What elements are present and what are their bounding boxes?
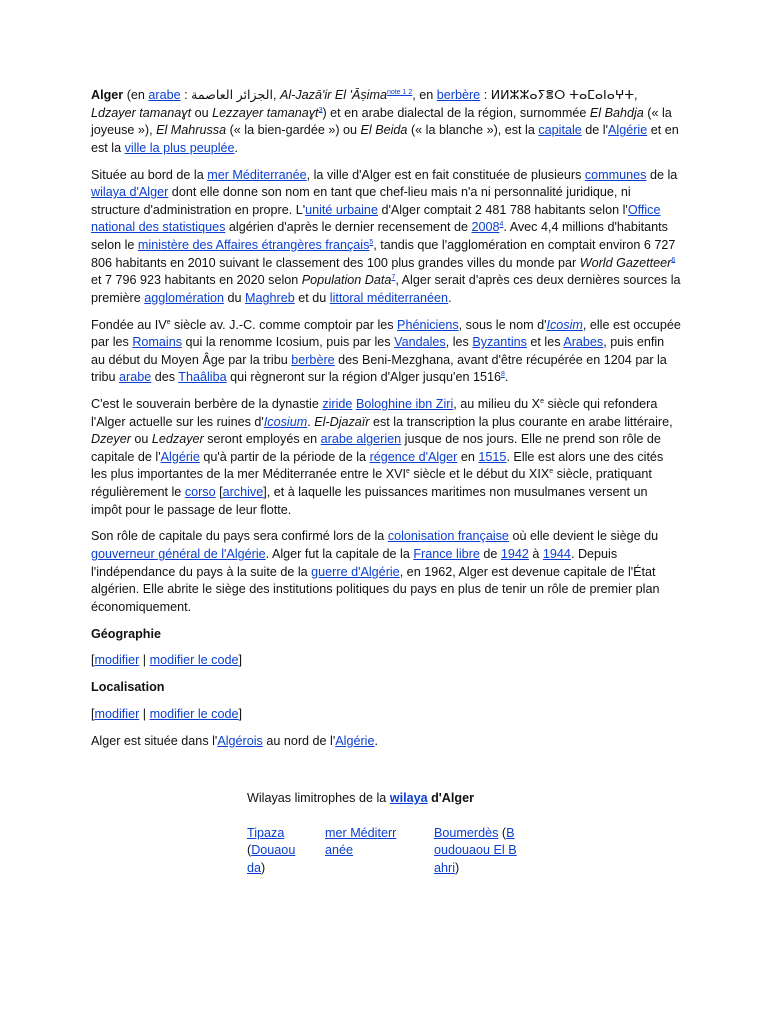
- link-littoral[interactable]: littoral méditerranéen: [329, 290, 449, 305]
- link-berbere[interactable]: berbère: [291, 352, 335, 367]
- link-douaouda[interactable]: Douaouda: [247, 843, 296, 875]
- heading-localisation: Localisation: [91, 680, 165, 695]
- article-subject: Alger: [91, 88, 124, 102]
- capital-paragraph: Son rôle de capitale du pays sera confirmé lors de la colonisation française où elle devient le siège du gouverneur général de l'Algérie. Alger fut la capitale de la France libre de 1942 à 1944. Depuis l'indépendance du pays à la suite de la guerre d'Algérie, en 1962, Alger est devenue capitale de l'État algérien. Elle abrite le siège des institutions politiques du pays en plus de tenir un rôle de premier plan économiquement.: [91, 529, 660, 614]
- link-1944[interactable]: 1944: [542, 547, 571, 561]
- ref-5[interactable]: 5: [369, 238, 374, 246]
- arabic-name: الجزائر العاصمة: [191, 88, 273, 102]
- link-algerois[interactable]: Algérois: [217, 733, 263, 748]
- link-1515[interactable]: 1515: [478, 449, 507, 464]
- link-algerie[interactable]: Algérie: [335, 733, 375, 748]
- ref-8[interactable]: 8: [500, 371, 505, 379]
- link-maghreb[interactable]: Maghreb: [245, 290, 295, 305]
- wilayas-table: [247, 790, 547, 877]
- link-office-statistiques[interactable]: Office national des statistiques: [91, 202, 661, 235]
- link-thaaliba[interactable]: Thaâliba: [178, 370, 227, 385]
- wilaya-cell-west: Tipaza (Douaouda): [247, 825, 296, 875]
- link-capitale[interactable]: capitale: [538, 123, 582, 138]
- tifinagh-name: ⵍⵍⵣⵣⴰⵢⴻⵔ ⵜⴰⵎⴰⵏⴰⵖⵜ: [490, 87, 635, 102]
- link-ville-plus-peuplee[interactable]: ville la plus peuplée: [124, 140, 235, 155]
- link-pheniciens[interactable]: Phéniciens: [397, 317, 459, 332]
- link-2008[interactable]: 2008: [471, 220, 500, 235]
- link-wilaya-alger[interactable]: wilaya d'Alger: [91, 185, 169, 200]
- link-1942[interactable]: 1942: [500, 547, 529, 561]
- modifier-link[interactable]: modifier: [94, 653, 140, 668]
- link-algerie[interactable]: Algérie: [160, 449, 200, 464]
- history-paragraph: Fondée au IVe siècle av. J.-C. comme comptoir par les Phéniciens, sous le nom d'Icosim, elle est occupée par les Romains qui la renomme Icosium, puis par les Vandales, les Byzantins et les Arabes, puis enfin au début du Moyen Âge par la tribu berbère des Beni-Mezghana, avant d'être récupérée en 1204 par la tribu arabe des Thaâliba qui règneront sur la région d'Alger jusqu'en 1516$^8$.: [91, 317, 681, 385]
- edit-links-geographie: [modifier | modifier le code]: [91, 653, 242, 668]
- link-france-libre[interactable]: France libre: [413, 547, 480, 561]
- link-romains[interactable]: Romains: [132, 335, 183, 350]
- population-paragraph: Située au bord de la mer Méditerranée, la ville d'Alger est en fait constituée de plusieurs communes de la wilaya d'Alger dont elle donne son nom en tant que chef-lieu mais n'a ni personnalité juridique, ni structure d'administration en propre. L'unité urbaine d'Alger comptait 2 481 788 habitants selon l'Office national des statistiques algérien d'après le dernier recensement de 2008$^4$. Avec 4,4 millions d'habitants selon le ministère des Affaires étrangères français$^5$, tandis que l'agglomération en comptait environ 6 727 806 habitants en 2010 suivant le classement des 100 plus grandes villes du monde par World Gazetteer$^6$ et 7 796 923 habitants en 2020 selon Population Data$^7$, Alger serait d'après ces deux dernières sources la première agglomération du Maghreb et du littoral méditerranéen.: [91, 167, 681, 305]
- link-gouverneur[interactable]: gouverneur général de l'Algérie: [91, 547, 266, 561]
- link-unite-urbaine[interactable]: unité urbaine: [305, 202, 378, 217]
- modifier-link[interactable]: modifier: [94, 706, 140, 721]
- link-berbere[interactable]: berbère: [436, 88, 481, 102]
- link-tipaza[interactable]: Tipaza: [247, 825, 285, 840]
- transliteration: Al-Jazā'ir El 'Āṣima: [279, 88, 387, 102]
- intro-paragraph: Alger (en arabe : الجزائر العاصمة, Al-Jazā'ir El 'Āṣima$^{note 1 2}$, en berbère : ⵍⵍⵣⵣⴰⵢⴻⵔ ⵜⴰⵎⴰⵏⴰⵖⵜ, Ldzayer tamanaɣt ou Lezzayer tamanaɣt$^3$) et en arabe dialectal de la région, surnommée El Bahdja (« la joyeuse »), El Mahrussa (« la bien-gardée ») ou El Beida (« la blanche »), est la capitale de l'Algérie et en est la ville la plus peuplée.: [91, 87, 679, 155]
- link-arabe[interactable]: arabe: [119, 370, 152, 385]
- wilayas-row: [247, 825, 547, 878]
- wilayas-caption: Wilayas limitrophes de la wilaya d'Alger: [247, 791, 474, 805]
- link-vandales[interactable]: Vandales: [394, 335, 446, 350]
- link-regence-alger[interactable]: régence d'Alger: [369, 449, 458, 464]
- edit-links-localisation: [modifier | modifier le code]: [91, 706, 242, 721]
- wilaya-cell-east: Boumerdès (Boudouaou El Bahri): [434, 825, 517, 875]
- link-mer-mediterranee[interactable]: mer Méditerranée: [207, 167, 307, 182]
- ziride-paragraph: C'est le souverain berbère de la dynastie ziride Bologhine ibn Ziri, au milieu du Xe siècle qui refondera l'Alger actuelle sur les ruines d'Icosium. El-Djazaïr est la transcription la plus courante en arabe littéraire, Dzeyer ou Ledzayer seront employés en arabe algerien jusque de nos jours. Elle ne prend son rôle de capitale de l'Algérie qu'à partir de la période de la régence d'Alger en 1515. Elle est alors une des cités les plus importantes de la mer Méditerranée entre le XVIe siècle et le début du XIXe siècle, pratiquant régulièrement le corso [archive], et à laquelle les puissances maritimes non musulmanes versent un impôt pour le passage de leur flotte.: [91, 397, 673, 517]
- link-arabe[interactable]: arabe: [148, 88, 181, 102]
- link-arabe-algerien[interactable]: arabe algerien: [320, 432, 402, 447]
- location-paragraph: Alger est située dans l'Algérois au nord de l'Algérie.: [91, 733, 378, 748]
- link-icosim[interactable]: Icosim: [546, 317, 583, 332]
- link-corso[interactable]: corso: [184, 485, 216, 500]
- link-icosium[interactable]: Icosium: [263, 414, 308, 429]
- link-mer-mediterranee[interactable]: mer Méditerranée: [325, 825, 397, 858]
- modifier-code-link[interactable]: modifier le code: [149, 653, 239, 668]
- article-body: [91, 86, 681, 759]
- link-boumerdes[interactable]: Boumerdès: [434, 825, 499, 840]
- ref-4[interactable]: 4: [499, 221, 504, 229]
- link-communes[interactable]: communes: [584, 167, 647, 182]
- wilaya-cell-north: [325, 825, 403, 878]
- link-boudouaou-el-bahri[interactable]: Boudouaou El Bahri: [434, 825, 517, 875]
- link-bologhine[interactable]: Bologhine ibn Ziri: [355, 397, 454, 412]
- link-archive[interactable]: archive: [222, 485, 264, 500]
- note-ref[interactable]: note 1 2: [386, 88, 413, 96]
- link-colonisation[interactable]: colonisation française: [387, 529, 509, 544]
- link-wilaya[interactable]: wilaya: [389, 791, 428, 805]
- modifier-code-link[interactable]: modifier le code: [149, 706, 239, 721]
- link-ministere[interactable]: ministère des Affaires étrangères français: [137, 237, 370, 252]
- link-guerre-algerie[interactable]: guerre d'Algérie: [311, 564, 400, 579]
- link-agglomeration[interactable]: agglomération: [144, 290, 225, 305]
- link-arabes[interactable]: Arabes: [563, 335, 604, 350]
- heading-geographie: Géographie: [91, 626, 161, 641]
- ref-6[interactable]: 6: [671, 256, 676, 264]
- ref-3[interactable]: 3: [318, 106, 323, 114]
- link-ziride[interactable]: ziride: [322, 397, 353, 412]
- link-algerie[interactable]: Algérie: [608, 123, 648, 138]
- ref-7[interactable]: 7: [391, 273, 396, 281]
- link-byzantins[interactable]: Byzantins: [472, 335, 527, 350]
